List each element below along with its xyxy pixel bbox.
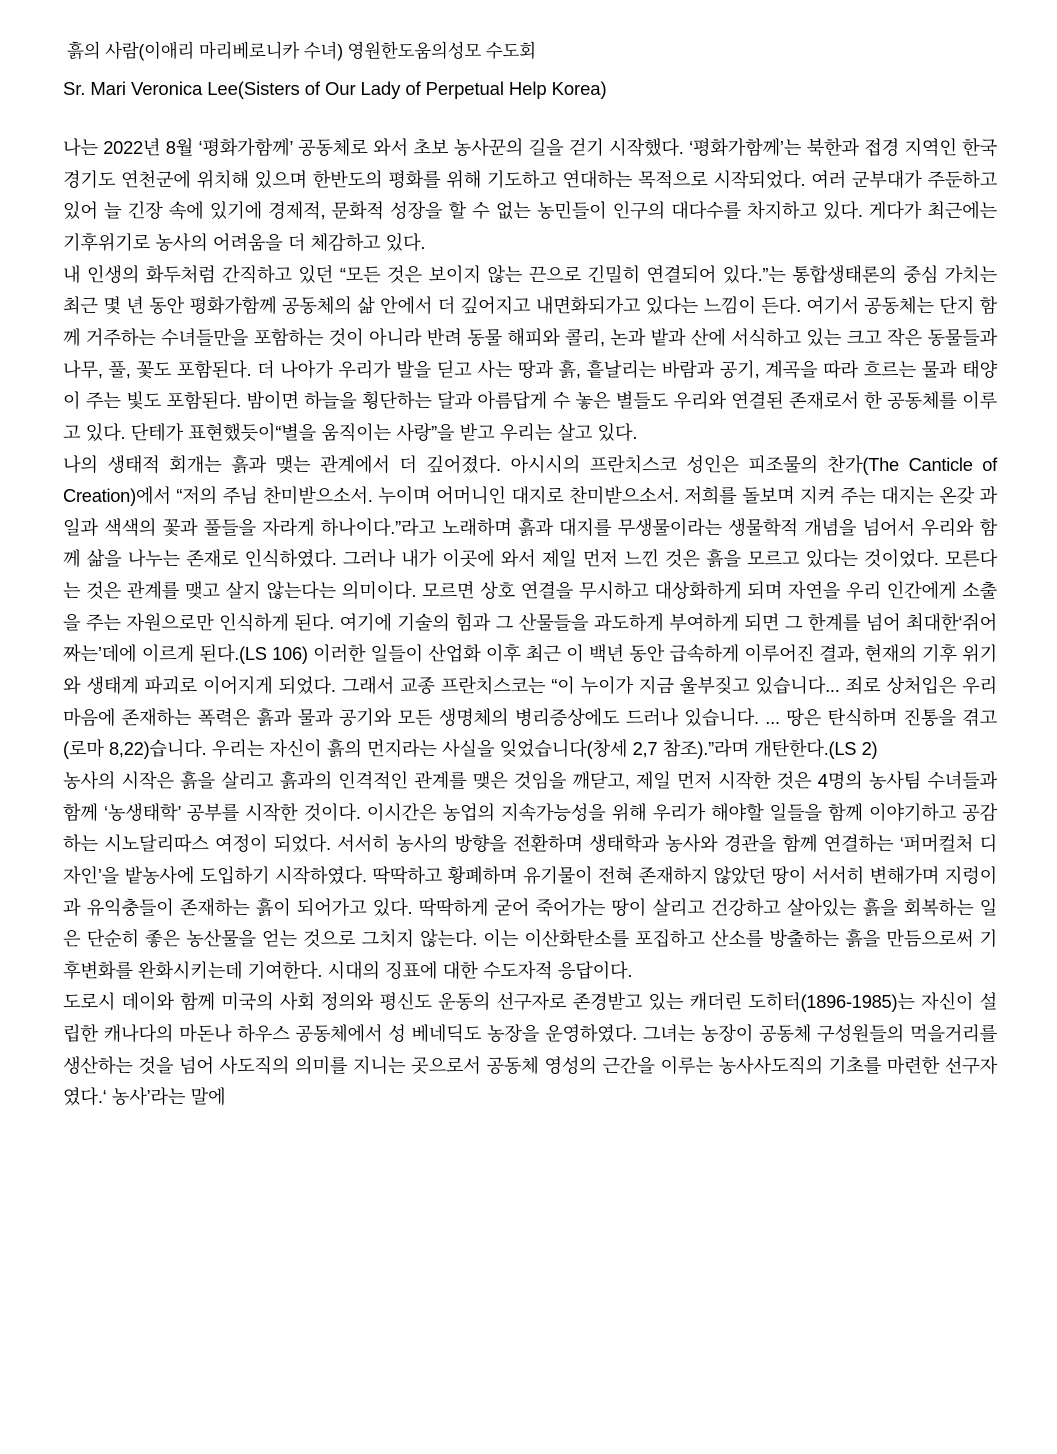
paragraph-1: 나는 2022년 8월 ‘평화가함께’ 공동체로 와서 초보 농사꾼의 길을 걷기 시작했다. ‘평화가함께’는 북한과 접경 지역인 한국 경기도 연천군에 위치해 있으며 한반도의 평화를 위해 기도하고 연대하는 목적으로 시작되었다. 여러 군부대가 주둔하고 있어 늘 긴장 속에 있기에 경제적, 문화적 성장을 할 수 없는 농민들이 인구의 대다수를 차지하고 있다. 게다가 최근에는 기후위기로 농사의 어려움을 더 체감하고 있다. [63,137,997,254]
document-title-korean: 흙의 사람(이애리 마리베로니카 수녀) 영원한도움의성모 수도회 [67,41,536,61]
paragraph-4: 농사의 시작은 흙을 살리고 흙과의 인격적인 관계를 맺은 것임을 깨닫고, 제일 먼저 시작한 것은 4명의 농사팀 수녀들과 함께 ‘농생태학’ 공부를 시작한 것이다. 이시간은 농업의 지속가능성을 위해 우리가 해야할 일들을 함께 이야기하고 공감하는 시노달리따스 여정이 되었다. 서서히 농사의 방향을 전환하며 생태학과 농사와 경관을 함께 연결하는 ‘퍼머컬처 디자인’을 밭농사에 도입하기 시작하였다. 딱딱하고 황폐하며 유기물이 전혀 존재하지 않았던 땅이 서서히 변해가며 지렁이과 유익충들이 존재하는 흙이 되어가고 있다. 딱딱하게 굳어 죽어가는 땅이 살리고 건강하고 살아있는 흙을 회복하는 일은 단순히 좋은 농산물을 얻는 것으로 그치지 않는다. 이는 이산화탄소를 포집하고 산소를 방출하는 흙을 만듬으로써 기후변화를 완화시키는데 기여한다. 시대의 징표에 대한 수도자적 응답이다. [63,769,997,981]
document-title-english: Sr. Mari Veronica Lee(Sisters of Our Lady of Perpetual Help Korea) [63,78,607,100]
paragraph-5: 도로시 데이와 함께 미국의 사회 정의와 평신도 운동의 선구자로 존경받고 있는 캐더린 도히터(1896-1985)는 자신이 설립한 캐나다의 마돈나 하우스 공동체에서 성 베네딕도 농장을 운영하였다. 그녀는 농장이 공동체 구성원들의 먹을거리를 생산하는 것을 넘어 사도직의 의미를 지니는 곳으로서 공동체 영성의 근간을 이루는 농사사도직의 기초를 마련한 선구자였다.‘ 농사’라는 말에 [63,991,997,1108]
paragraph-2: 내 인생의 화두처럼 간직하고 있던 “모든 것은 보이지 않는 끈으로 긴밀히 연결되어 있다.”는 통합생태론의 중심 가치는 최근 몇 년 동안 평화가함께 공동체의 삶 안에서 더 깊어지고 내면화되가고 있다는 느낌이 든다. 여기서 공동체는 단지 함께 거주하는 수녀들만을 포함하는 것이 아니라 반려 동물 해피와 콜리, 논과 밭과 산에 서식하고 있는 크고 작은 동물들과 나무, 풀, 꽃도 포함된다. 더 나아가 우리가 발을 딛고 사는 땅과 흙, 흩날리는 바람과 공기, 계곡을 따라 흐르는 물과 태양이 주는 빛도 포함된다. 밤이면 하늘을 횡단하는 달과 아름답게 수 놓은 별들도 우리와 연결된 존재로서 한 공동체를 이루고 있다. 단테가 표현했듯이“별을 움직이는 사랑”을 받고 우리는 살고 있다. [63,263,997,443]
document-body [63,132,997,1113]
paragraph-3: 나의 생태적 회개는 흙과 맺는 관계에서 더 깊어졌다. 아시시의 프란치스코 성인은 피조물의 찬가(The Canticle of Creation)에서 “저의 주님 찬미받으소서. 누이며 어머니인 대지로 찬미받으소서. 저희를 돌보며 지켜 주는 대지는 온갖 과일과 색색의 꽃과 풀들을 자라게 하나이다.”라고 노래하며 흙과 대지를 무생물이라는 생물학적 개념을 넘어서 우리와 함께 삶을 나누는 존재로 인식하였다. 그러나 내가 이곳에 와서 제일 먼저 느낀 것은 흙을 모르고 있다는 것이었다. 모른다는 것은 관계를 맺고 살지 않는다는 의미이다. 모르면 상호 연결을 무시하고 대상화하게 되며 자연을 우리 인간에게 소출을 주는 자원으로만 인식하게 된다. 여기에 기술의 힘과 그 산물들을 과도하게 부여하게 되면 그 한계를 넘어 최대한‘쥐어짜는’데에 이르게 된다.(LS 106) 이러한 일들이 산업화 이후 최근 이 백년 동안 급속하게 이루어진 결과, 현재의 기후 위기와 생태계 파괴로 이어지게 되었다. 그래서 교종 프란치스코는 “이 누이가 지금 울부짖고 있습니다... 죄로 상처입은 우리 마음에 존재하는 폭력은 흙과 물과 공기와 모든 생명체의 병리증상에도 드러나 있습니다. ... 땅은 탄식하며 진통을 겪고(로마 8,22)습니다. 우리는 자신이 흙의 먼지라는 사실을 잊었습니다(창세 2,7 참조).”라며 개탄한다.(LS 2) [63,453,997,760]
document-header [63,38,997,102]
